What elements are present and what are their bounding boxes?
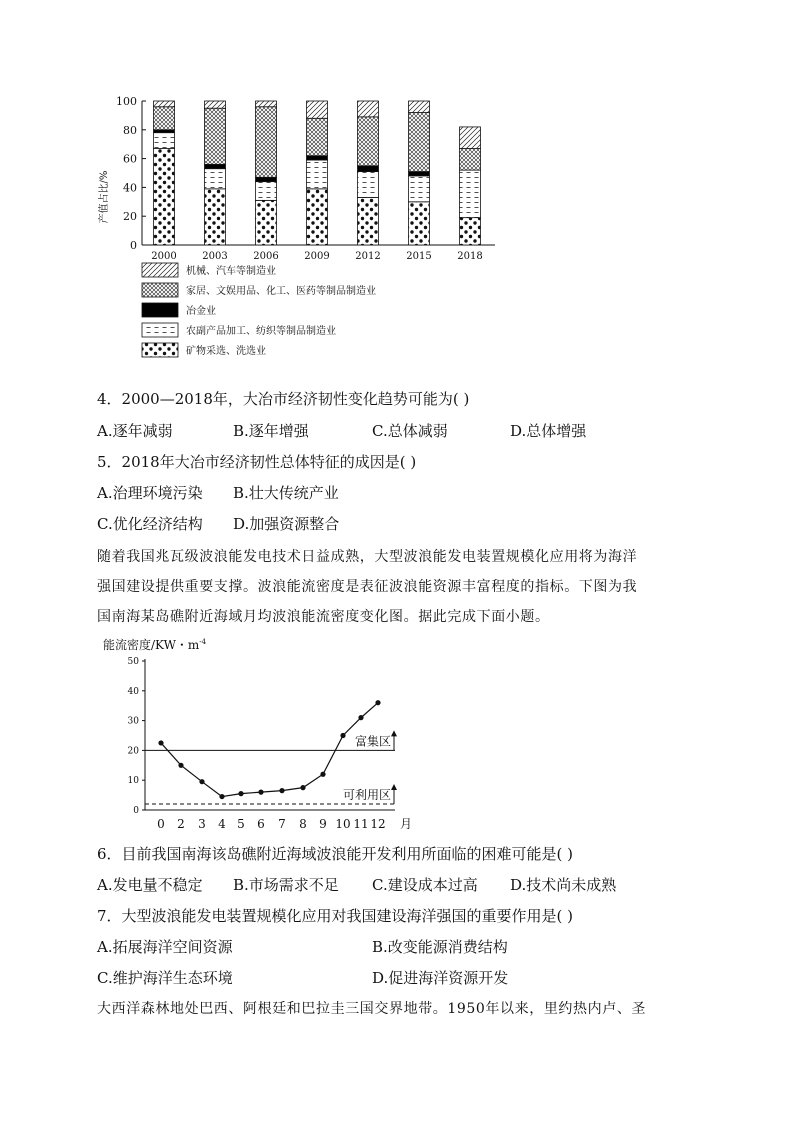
- question-5-option-a[interactable]: A.治理环境污染: [97, 484, 203, 502]
- line-chart-x-tick-label: 3: [198, 817, 206, 831]
- data-point: [219, 794, 224, 799]
- question-6-stem: 6．目前我国南海该岛礁附近海域波浪能开发利用所面临的困难可能是( ): [97, 845, 574, 863]
- bar-chart-x-tick-label: 2015: [406, 251, 432, 262]
- bar-segment: [358, 166, 379, 172]
- passage-line-3: 国南海某岛礁附近海域月均波浪能流密度变化图。据此完成下面小题。: [97, 609, 550, 625]
- data-point: [375, 700, 380, 705]
- question-7-option-b[interactable]: B.改变能源消费结构: [372, 938, 508, 956]
- passage-line-2: 强国建设提供重要支撑。波浪能流密度是表征波浪能资源丰富程度的指标。下图为我: [97, 579, 638, 595]
- line-chart-y-tick-label: 50: [127, 657, 139, 667]
- line-chart-x-tick-label: 11: [353, 817, 369, 831]
- data-point: [258, 790, 263, 795]
- bar-segment: [256, 101, 277, 107]
- bar-segment: [256, 182, 277, 201]
- question-6-option-d[interactable]: D.技术尚未成熟: [510, 876, 617, 894]
- stacked-bar-chart: [90, 90, 510, 370]
- data-point: [358, 715, 363, 720]
- zone-arrow-head: [391, 730, 397, 736]
- bar-chart-x-tick-label: 2009: [304, 251, 330, 262]
- passage-line-1: 随着我国兆瓦级波浪能发电技术日益成熟，大型波浪能发电装置规模化应用将为海洋: [97, 549, 638, 565]
- bar-segment: [409, 172, 430, 176]
- legend-swatch: [142, 323, 178, 337]
- line-chart-x-tick-label: 7: [278, 817, 286, 831]
- question-7-option-a[interactable]: A.拓展海洋空间资源: [97, 938, 233, 956]
- question-7-stem: 7．大型波浪能发电装置规模化应用对我国建设海洋强国的重要作用是( ): [97, 907, 574, 925]
- question-5-stem: 5．2018年大冶市经济韧性总体特征的成因是( ): [97, 453, 417, 471]
- line-chart-x-tick-label: 5: [237, 817, 245, 831]
- legend-swatch: [142, 283, 178, 297]
- legend-swatch: [142, 303, 178, 317]
- bar-chart-x-tick-label: 2012: [355, 251, 381, 262]
- data-point: [320, 772, 325, 777]
- line-chart-xlabel: 月: [400, 817, 413, 831]
- line-chart-y-tick-label: 40: [127, 686, 139, 697]
- data-point: [279, 788, 284, 793]
- line-chart-y-tick-label: 30: [127, 716, 139, 727]
- line-chart-x-tick-label: 8: [299, 817, 307, 831]
- data-point: [178, 763, 183, 768]
- bar-segment: [205, 169, 226, 189]
- bar-segment: [460, 170, 481, 218]
- question-6-option-a[interactable]: A.发电量不稳定: [97, 876, 203, 894]
- data-point: [300, 785, 305, 790]
- bar-chart-y-tick-label: 100: [116, 95, 137, 108]
- bar-segment: [409, 113, 430, 172]
- question-4-option-d[interactable]: D.总体增强: [510, 422, 587, 440]
- bar-chart-x-tick-label: 2006: [253, 251, 279, 262]
- bar-segment: [358, 197, 379, 245]
- data-point: [158, 740, 163, 745]
- bar-chart-x-tick-label: 2000: [151, 251, 177, 262]
- question-6-option-c[interactable]: C.建设成本过高: [372, 876, 478, 894]
- legend-label: 矿物采选、洗选业: [186, 346, 266, 357]
- bar-segment: [256, 107, 277, 178]
- line-chart-y-tick-label: 10: [127, 776, 139, 787]
- legend-swatch: [142, 263, 178, 277]
- line-chart-x-tick-label: 10: [335, 817, 351, 831]
- bar-segment: [154, 133, 175, 149]
- bar-segment: [307, 189, 328, 245]
- usable-zone-label: 可利用区: [342, 788, 391, 803]
- bar-segment: [358, 172, 379, 198]
- bar-segment: [205, 101, 226, 108]
- line-chart-x-tick-label: 6: [257, 817, 265, 831]
- question-5-option-d[interactable]: D.加强资源整合: [233, 515, 340, 533]
- bar-segment: [460, 149, 481, 171]
- question-7-option-d[interactable]: D.促进海洋资源开发: [372, 969, 509, 987]
- question-5-option-b[interactable]: B.壮大传统产业: [233, 484, 339, 502]
- question-4-stem: 4．2000—2018年，大冶市经济韧性变化趋势可能为( ): [97, 390, 470, 408]
- line-chart-x-tick-label: 9: [319, 817, 327, 831]
- line-chart-x-tick-label: 0: [157, 817, 165, 831]
- rich-zone-label: 富集区: [354, 734, 391, 749]
- legend-label: 冶金业: [186, 306, 216, 317]
- bar-chart-y-tick-label: 80: [123, 123, 137, 137]
- wave-energy-line-chart: [95, 632, 435, 837]
- bar-segment: [409, 101, 430, 113]
- legend-swatch: [142, 343, 178, 357]
- legend-label: 农副产品加工、纺织等制品制造业: [186, 326, 336, 337]
- bar-chart-x-tick-label: 2018: [457, 251, 483, 262]
- bar-chart-ylabel: 产值占比/%: [99, 170, 110, 224]
- bar-segment: [205, 189, 226, 245]
- line-chart-x-tick-label: 4: [218, 817, 226, 831]
- line-chart-ylabel: 能流密度/KW・$m^{-4}$: [103, 638, 207, 652]
- bar-segment: [154, 149, 175, 245]
- bar-segment: [460, 218, 481, 245]
- bar-segment: [409, 176, 430, 202]
- question-6-option-b[interactable]: B.市场需求不足: [233, 876, 339, 894]
- bar-chart-y-tick-label: 0: [130, 239, 137, 252]
- bar-segment: [154, 130, 175, 133]
- bar-segment: [205, 108, 226, 164]
- bar-chart-y-tick-label: 20: [123, 210, 137, 224]
- line-chart-y-tick-label: 20: [127, 746, 139, 757]
- question-4-option-c[interactable]: C.总体减弱: [372, 422, 448, 440]
- bar-segment: [307, 156, 328, 160]
- line-chart-x-tick-label: 2: [177, 817, 185, 831]
- bar-segment: [154, 107, 175, 130]
- bar-segment: [307, 118, 328, 155]
- bar-segment: [205, 164, 226, 168]
- question-4-option-a[interactable]: A.逐年减弱: [97, 422, 173, 440]
- bar-segment: [307, 160, 328, 189]
- zone-arrow-head: [391, 784, 397, 790]
- passage-2-line-1: 大西洋森林地处巴西、阿根廷和巴拉圭三国交界地带。1950年以来，里约热内卢、圣: [97, 1001, 647, 1017]
- data-point: [199, 779, 204, 784]
- data-point: [340, 733, 345, 738]
- question-4-option-b[interactable]: B.逐年增强: [233, 422, 309, 440]
- line-chart-y-tick-label: 0: [133, 806, 139, 816]
- bar-segment: [307, 101, 328, 118]
- bar-segment: [256, 177, 277, 181]
- question-5-option-c[interactable]: C.优化经济结构: [97, 515, 203, 533]
- bar-chart-y-tick-label: 60: [123, 152, 137, 166]
- legend-label: 家居、文娱用品、化工、医药等制品制造业: [186, 286, 376, 297]
- bar-segment: [256, 200, 277, 245]
- bar-segment: [409, 202, 430, 245]
- wave-energy-line: [161, 703, 378, 797]
- bar-segment: [460, 127, 481, 149]
- bar-chart-y-tick-label: 40: [123, 181, 137, 195]
- bar-segment: [154, 101, 175, 107]
- bar-segment: [358, 101, 379, 117]
- legend-label: 机械、汽车等制造业: [186, 266, 276, 277]
- bar-chart-x-tick-label: 2003: [202, 251, 228, 262]
- data-point: [238, 791, 243, 796]
- line-chart-x-tick-label: 12: [370, 817, 386, 831]
- question-7-option-c[interactable]: C.维护海洋生态环境: [97, 969, 233, 987]
- bar-segment: [358, 117, 379, 166]
